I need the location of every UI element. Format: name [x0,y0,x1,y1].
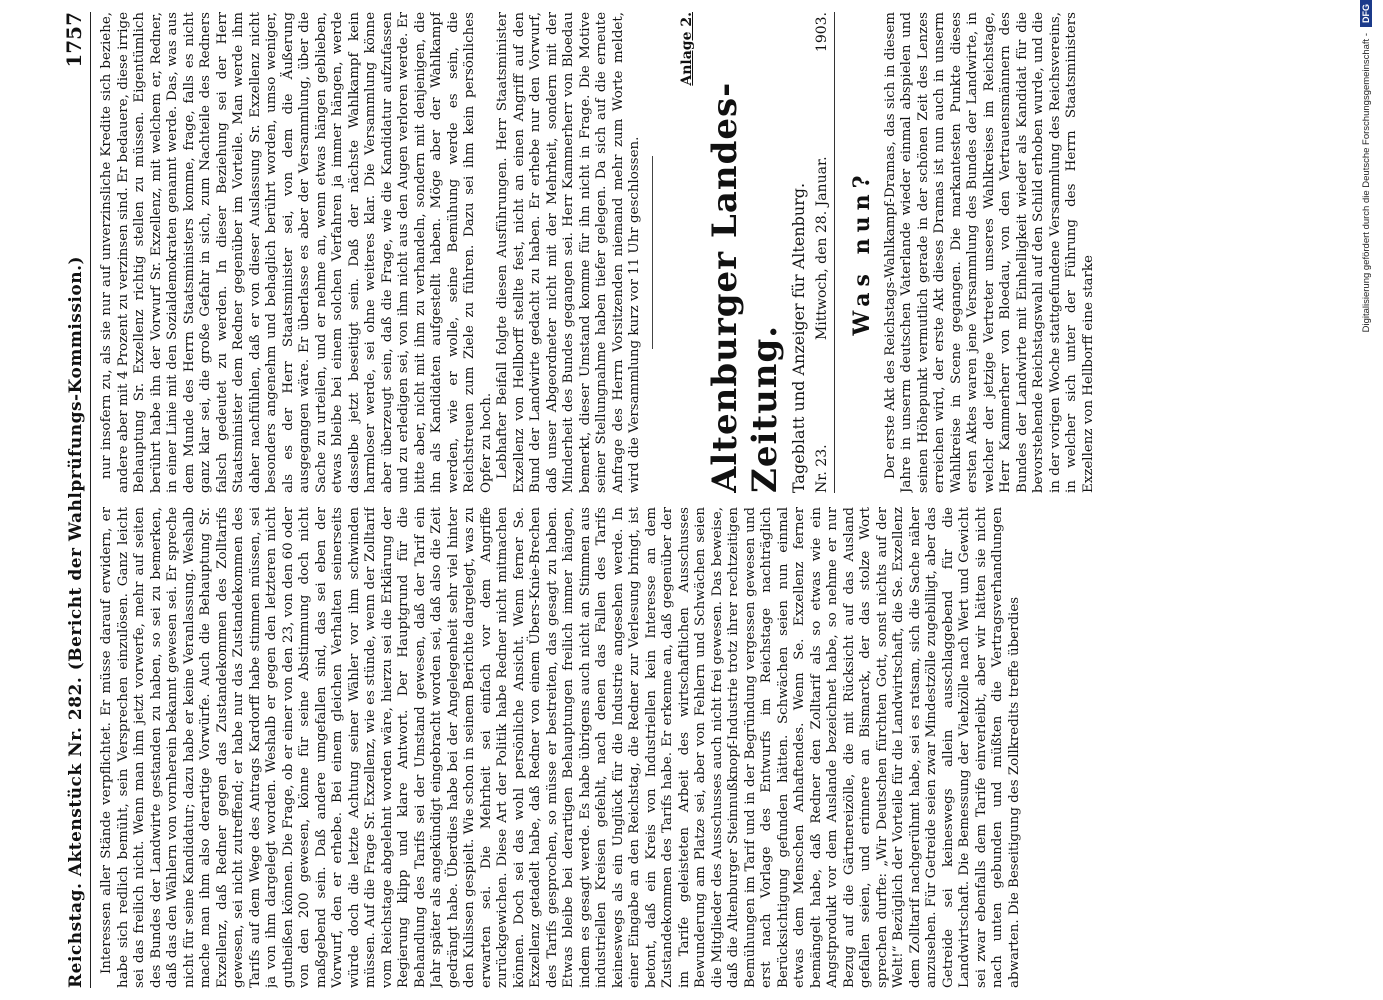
running-header [62,12,91,988]
digitization-credit [1353,0,1379,1000]
paragraph: nur insofern zu, als sie nur auf unverzinsliche Kredite sich beziehe, andere aber mit 4 Prozent zu verzinsen sind. Er bedauere, diese irrige Behauptung Sr. Exzellenz richtig stellen zu müssen. Eigentümlich berührt habe ihn der Vorwurf Sr. Exzellenz, mit welchem er, Redner, in einer Linie mit den Sozialdemokraten genannt werde. Das, was aus dem Munde des Herrn Staatsministers komme, frage, falls es nicht ganz klar sei, die große Gefahr in sich, zum Nachteile des Redners falsch gedeutet zu werden. In dieser Beziehung sei der Herr Staatsminister dem Redner gegenüber im Vorteile. Man werde ihm daher nachfühlen, daß er von dieser Auslassung Sr. Exzellenz nicht besonders angenehm und behaglich berührt worden, umso weniger, als es der Herr Staatsminister sei, von dem die Äußerung ausgegangen wäre. Er überlasse es aber der Versammlung, über die Sache zu urteilen, und er nehme an, wenn etwas hängen geblieben, etwas bleibe bei einem solchen Verfahren ja immer hängen, werde dasselbe jetzt beseitigt sein. Daß der nächste Wahlkampf kein harmloser werde, sei ohne weiteres klar. Die Versammlung könne aber überzeugt sein, daß die Frage, wie die Kandidatur aufzufassen und zu erledigen sei, von ihm nicht aus den Augen verloren werde. Er bitte aber, nicht mit ihm zu verhandeln, sondern mit denjenigen, die ihn als Kandidaten aufgestellt haben. Möge aber der Wahlkampf werden, wie er wolle, seine Bemühung werde es sein, die Reichstreuen zum Ziele zu führen. Dazu sei ihm kein persönliches Opfer zu hoch. [99,12,494,493]
paragraph: Interessen aller Stände verpflichtet. Er müsse darauf erwidern, er habe sich redlich bemüht, sein Versprechen einzulösen. Ganz leicht sei das freilich nicht. Wenn man ihm jetzt vorwerfe, mehr auf seiten des Bundes der Landwirte gestanden zu haben, so sei zu bemerken, daß das den Wählern von vornherein bekannt gewesen sei. Er spreche nicht für seine Kandidatur; dazu habe er keine Veranlassung. Weshalb mache man ihm also derartige Vorwürfe. Auch die Behauptung Sr. Exzellenz, daß Redner gegen das Zustandekommen des Zolltarifs gewesen, sei nicht zutreffend; er habe nur das Zustandekommen des Tarifs auf dem Wege des Antrags Kardorff habe stimmen müssen, sei ja von ihm dargelegt worden. Weshalb er gegen den letzteren nicht gutheißen können. Die Frage, ob er einer von den 23, von den 60 oder von den 200 gewesen, könne für seine Abstimmung doch nicht maßgebend sein. Daß andere umgefallen sind, das sei eben der Vorwurf, den er erhebe. Bei einem gleichen Verhalten seinerseits würde doch die letzte Achtung seiner Wähler vor ihm schwinden müssen. Auf die Frage Sr. Exzellenz, wie es stünde, wenn der Zolltarif vom Reichstage abgelehnt worden wäre, hierzu sei die Erklärung der Regierung klipp und klare Antwort. Der Hauptgrund für die Behandlung des Tarifs sei der Umstand gewesen, daß der Tarif ein Jahr später als angekündigt eingebracht worden sei, daß also die Zeit gedrängt habe. Überdies habe bei der Angelegenheit sehr viel hinter den Kulissen gespielt. Wie schon in seinem Berichte dargelegt, was zu erwarten sei. Die Mehrheit sei einfach vor dem Angriffe zurückgewichen. Diese Art der Politik habe Redner nicht mitmachen können. Doch sei das wohl persönliche Ansicht. Wenn ferner Se. Exzellenz getadelt habe, daß Redner von einem Übers-Knie-Brechen des Tarifs gesprochen, so müsse er bestreiten, das gesagt zu haben. Etwas bleibe bei derartigen Behauptungen freilich immer hängen, indem es gesagt werde. Es habe übrigens auch nicht an Stimmen aus industriellen Kreisen gefehlt, nach denen das Fallen des Tarifs keineswegs als ein Unglück für die Industrie angesehen werde. In einer Eingabe an den Reichstag, die Redner zur Verlesung bringt, ist betont, daß ein Kreis von Industriellen kein Interesse an dem Zustandekommen des Tarifs habe. Er erkenne an, daß gegenüber der im Tarife geleisteten Arbeit des wirtschaftlichen Ausschusses Bewunderung am Platze sei, aber von Fehlern und Schwächen seien die Mitglieder des Ausschusses auch nicht frei gewesen. Das beweise, daß die Altenburger Steinnußknopf-Industrie trotz ihrer rechtzeitigen Bemühungen im Tarif und in der Begründung vergessen gewesen und erst nach Vorlage des Entwurfs im Reichstage nachträglich Berücksichtigung gefunden hätten. Schwächen seien nun einmal etwas dem Menschen Anhaftendes. Wenn Se. Exzellenz ferner bemängelt habe, daß Redner den Zolltarif als so etwas wie ein Angstprodukt vor dem Auslande bezeichnet habe, so nehme er nur Bezug auf die Gärtnereizölle, die mit Rücksicht auf das Ausland gefallen seien, und erinnere an Bismarck, der das stolze Wort sprechen durfte: „Wir Deutschen fürchten Gott, sonst nichts auf der Welt!“ Bezüglich der Vorteile für die Landwirtschaft, die Se. Exzellenz dem Zolltarif nachgerühmt habe, sei es ratsam, sich die Sache näher anzusehen. Für Getreide seien zwar Mindestzölle zugebilligt, aber das Getreide sei keineswegs allein ausschlaggebend für die Landwirtschaft. Die Bemessung der Viehzölle nach Wert und Gewicht sei zwar ebenfalls dem Tarife einverleibt, aber wir hätten sie nicht nach unten gebunden und müßten die Vertragsverhandlungen abwarten. Die Beseitigung des Zollkredits treffe überdies [99,507,1022,988]
column-left-text [99,507,1023,988]
page-number: 1757 [62,12,86,68]
newspaper-subtitle: Tageblatt und Anzeiger für Altenburg. [788,182,808,493]
paragraph: Lebhafter Beifall folgte diesen Ausführungen. Herr Staatsminister Exzellenz von Hellborff stellte fest, nicht an einen Angriff auf den Bund der Landwirte gedacht zu haben. Er erhebe nur den Vorwurf, daß unser Abgeordneter nicht mit der Mehrheit, sondern mit der Minderheit des Bundes gegangen sei. Herr Kammerherr von Bloedau bemerkt, dieser Umstand komme für ihn nicht in Frage. Die Motive seiner Stellungnahme haben tiefer gelegen. Da sich auf die erneute Anfrage des Herrn Vorsitzenden niemand mehr zum Worte meldet, wird die Versammlung kurz vor 11 Uhr geschlossen. [495,12,642,493]
issue-number: Nr. 23. [813,444,830,493]
appendix-label: Anlage 2. [678,12,695,86]
paragraph: Der erste Akt des Reichstags-Wahlkampf-Dramas, das sich in diesem Jahre in unserm deutschen Vaterlande wieder einmal abspielen und seinen Höhepunkt vermutlich gerade in der schönen Zeit des Lenzes erreichen wird, der erste Akt dieses Dramas ist nun auch in unserm Wahlkreise in Scene gegangen. Die markantesten Punkte dieses ersten Aktes waren jene Versammlung des Bundes der Landwirte, in welcher der jetzige Vertreter unseres Wahlkreises im Reichstage, Herr Kammerherr von Bloedau, von den Vertrauensmännern des Bundes der Landwirte mit Einhelligkeit wieder als Kandidat für die bevorstehende Reichstagswahl auf den Schild erhoben wurde, und die in der vorigen Woche stattgefundene Versammlung des Reichsvereins, in welcher sich unter der Führung des Herrn Staatsministers Exzellenz von Hellborff eine starke [882,12,1096,493]
column-right [99,12,1299,493]
column-right-text [99,12,644,493]
header-title: Reichstag. Aktenstück Nr. 282. (Bericht der Wahlprüfungs-Kommission.) [66,255,86,988]
dfg-logo: DFG [1360,0,1372,27]
article-headline: Was nun? [848,169,875,336]
issue-year: 1903. [813,12,830,53]
issue-date: Mittwoch, den 28. Januar. [813,156,830,341]
newspaper-masthead: Altenburger Landes-Zeitung. [704,81,785,493]
section-divider [652,156,653,348]
text-columns [99,12,1299,988]
article-text [883,12,1098,493]
page-content [62,12,1302,988]
column-left [99,507,1299,988]
credit-text: Digitalisierung gefördert durch die Deutsche Forschungsgemeinschaft - [1360,33,1372,333]
issue-line [814,12,835,493]
